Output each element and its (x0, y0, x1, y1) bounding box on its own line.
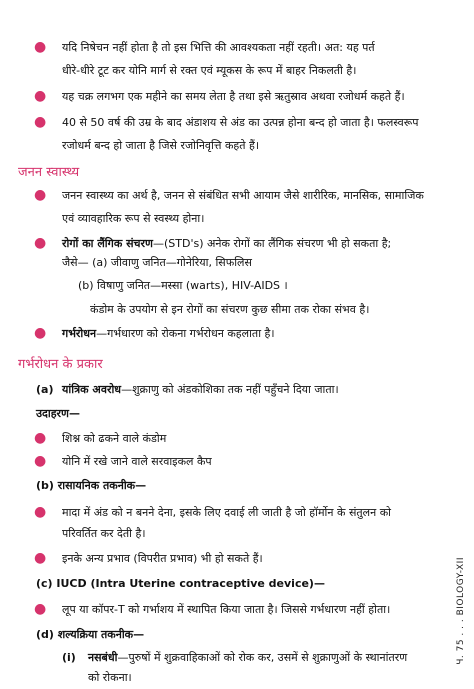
bullet-icon: ● (34, 187, 47, 203)
paragraph-text: शिश्न को ढकने वाले कंडोम (62, 432, 167, 445)
paragraph-text (88, 648, 456, 667)
paragraph-text: परिवर्तित कर देती है। (62, 527, 146, 540)
bullet-icon: ● (34, 504, 47, 520)
paragraph-text: (b) विषाणु जनित—मस्सा (warts), HIV-AIDS । (78, 279, 288, 292)
paragraph-text: यदि निषेचन नहीं होता है तो इस भित्ति की आवश्यकता नहीं रहती। अत: यह पर्त (62, 41, 375, 54)
paragraph-text: को रोकना। (88, 671, 132, 684)
bullet-icon: ● (34, 453, 47, 469)
bullet-icon: ● (34, 325, 47, 341)
bullet-icon: ● (34, 88, 47, 104)
paragraph-text: जैसे— (a) जीवाणु जनित—गोनेरिया, सिफलिस (62, 256, 252, 269)
section-heading: जनन स्वास्थ्य (18, 165, 80, 180)
bold-term: गर्भरोधन (62, 327, 97, 340)
paragraph-text: यह चक्र लगभग एक महीने का समय लेता है तथा इसे ऋतुस्राव अथवा रजोधर्म कहते हैं। (62, 90, 405, 103)
paragraph-text-rest: —(STD's) अनेक रोगों का लैंगिक संचरण भी हो सकता है; (153, 237, 392, 250)
subsection-label: (b) रासायनिक तकनीक— (36, 479, 147, 492)
item-marker: (i) (62, 651, 76, 664)
section-heading: गर्भरोधन के प्रकार (18, 357, 103, 372)
paragraph-text (62, 234, 456, 253)
paragraph-text: मादा में अंड को न बनने देना, इसके लिए दवाई ली जाती है जो हॉर्मोन के संतुलन को (62, 506, 392, 519)
subsection-label: (c) IUCD (Intra Uterine contraceptive device)— (36, 577, 325, 590)
paragraph-text: योनि में रखे जाने वाले सरवाइकल कैप (62, 455, 212, 468)
paragraph-text: 40 से 50 वर्ष की उम्र के बाद अंडाशय से अंड का उत्पन्न होना बन्द हो जाता है। फलस्वरूप (62, 116, 419, 129)
item-marker: (a) (36, 383, 54, 396)
bullet-icon: ● (34, 430, 47, 446)
example-label: उदाहरण— (36, 407, 81, 420)
bold-term: रोगों का लैंगिक संचरण (62, 237, 153, 250)
bullet-icon: ● (34, 235, 47, 251)
bullet-icon: ● (34, 114, 47, 130)
paragraph-text-rest: —गर्भधारण को रोकना गर्भरोधन कहलाता है। (96, 327, 275, 340)
paragraph-text-rest: —पुरुषों में शुक्रवाहिकाओं को रोक कर, उसमें से शुक्राणुओं के स्थानांतरण (117, 651, 408, 664)
bullet-icon: ● (34, 601, 47, 617)
side-page-label: Ч. 75 . . . BIOLOGY-XII (456, 557, 466, 665)
paragraph-text: धीरे-धीरे टूट कर योनि मार्ग से रक्त एवं म्यूकस के रूप में बाहर निकलती है। (62, 64, 357, 77)
paragraph-text: लूप या कॉपर-T को गर्भाशय में स्थापित किया जाता है। जिससे गर्भधारण नहीं होता। (62, 603, 391, 616)
paragraph-text: एवं व्यावहारिक रूप से स्वस्थ्य होना। (62, 212, 205, 225)
paragraph-text: कंडोम के उपयोग से इन रोगों का संचरण कुछ सीमा तक रोका संभव है। (90, 303, 370, 316)
paragraph-text: जनन स्वास्थ्य का अर्थ है, जनन से संबंधित सभी आयाम जैसे शारीरिक, मानसिक, सामाजिक (62, 189, 424, 202)
bold-term: यांत्रिक अवरोध (62, 383, 122, 396)
paragraph-text: रजोधर्म बन्द हो जाता है जिसे रजोनिवृत्ति कहते हैं। (62, 139, 260, 152)
subsection-label: (d) शल्यक्रिया तकनीक— (36, 628, 145, 641)
bullet-icon: ● (34, 39, 47, 55)
paragraph-text (62, 324, 456, 343)
paragraph-text-rest: —शुक्राणु को अंडकोशिका तक नहीं पहुँचने दिया जाता। (121, 383, 339, 396)
bold-term: नसबंधी (88, 651, 118, 664)
paragraph-text: इनके अन्य प्रभाव (विपरीत प्रभाव) भी हो सकते हैं। (62, 552, 263, 565)
paragraph-text (62, 380, 456, 399)
bullet-icon: ● (34, 550, 47, 566)
